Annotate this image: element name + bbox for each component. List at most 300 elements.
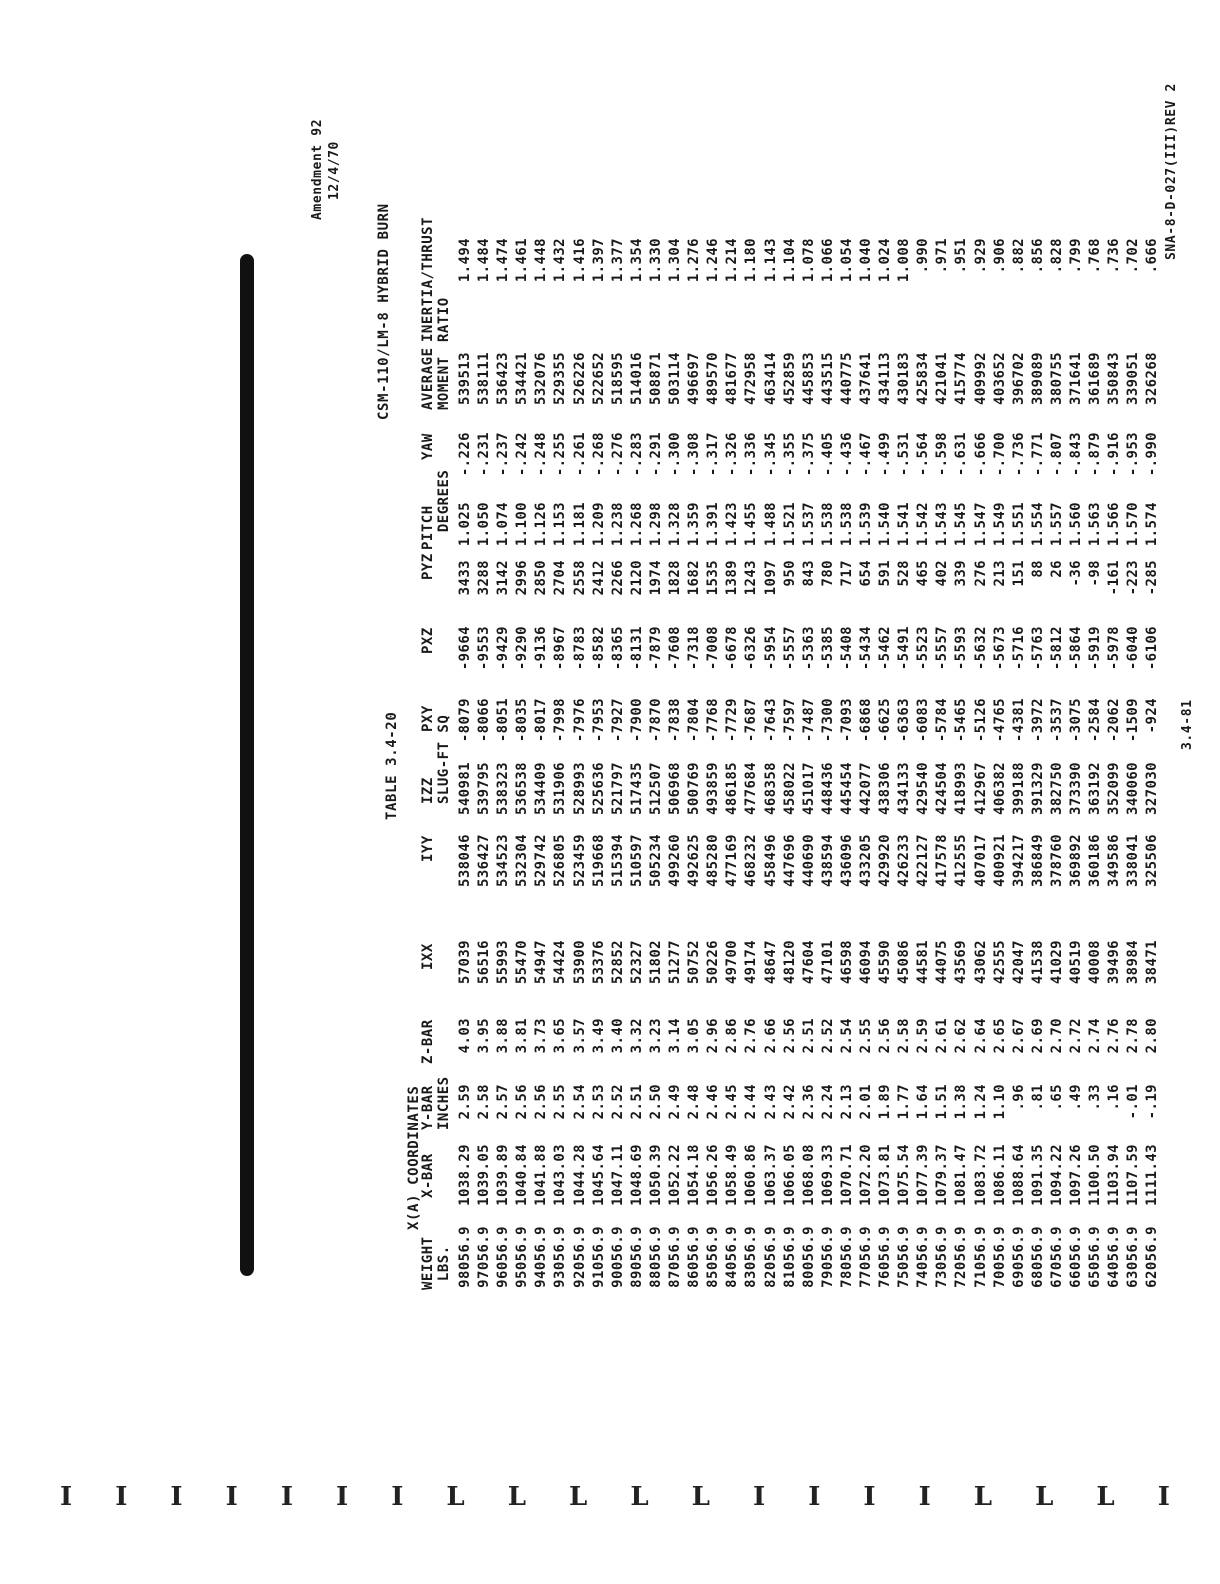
table-cell: 1.104 bbox=[781, 238, 798, 283]
table-cell: .702 bbox=[1125, 238, 1142, 274]
table-cell: 429920 bbox=[877, 834, 894, 887]
table-cell: -.953 bbox=[1125, 432, 1142, 477]
table-cell: 55993 bbox=[495, 940, 512, 985]
table-cell: 86056.9 bbox=[686, 1226, 703, 1288]
table-cell: 96056.9 bbox=[495, 1226, 512, 1288]
table-cell: -.317 bbox=[705, 432, 722, 477]
table-cell: -5673 bbox=[991, 626, 1008, 671]
table-cell: 48647 bbox=[762, 940, 779, 985]
table-cell: -7318 bbox=[686, 626, 703, 671]
col-header-pxy: PXY bbox=[420, 705, 436, 732]
table-cell: 1063.37 bbox=[762, 1144, 779, 1206]
table-cell: -7300 bbox=[819, 698, 836, 743]
table-cell: 1.209 bbox=[590, 502, 607, 547]
table-cell: 1091.35 bbox=[1029, 1144, 1046, 1206]
table-cell: -.19 bbox=[1144, 1084, 1161, 1120]
table-cell: -.261 bbox=[571, 432, 588, 477]
table-cell: 2.51 bbox=[628, 1084, 645, 1120]
table-cell: 447696 bbox=[781, 834, 798, 887]
table-cell: 451017 bbox=[800, 762, 817, 815]
table-cell: 1.050 bbox=[476, 502, 493, 547]
table-cell: -7093 bbox=[838, 698, 855, 743]
table-cell: 1.100 bbox=[514, 502, 531, 547]
table-cell: 2.62 bbox=[953, 1018, 970, 1054]
table-cell: 361689 bbox=[1087, 352, 1104, 405]
table-cell: 1.078 bbox=[800, 238, 817, 283]
table-cell: 486185 bbox=[724, 762, 741, 815]
table-cell: 1.214 bbox=[724, 238, 741, 283]
table-cell: -5557 bbox=[781, 626, 798, 671]
table-cell: 2.42 bbox=[781, 1084, 798, 1120]
col-header-ybar: Y-BAR INCHES bbox=[420, 1076, 452, 1130]
table-cell: -5593 bbox=[953, 626, 970, 671]
table-cell: -.231 bbox=[476, 432, 493, 477]
table-cell: 1.455 bbox=[743, 502, 760, 547]
table-cell: -6678 bbox=[724, 626, 741, 671]
table-cell: 440775 bbox=[838, 352, 855, 405]
table-cell: 41538 bbox=[1029, 940, 1046, 985]
table-cell: 382750 bbox=[1048, 762, 1065, 815]
table-cell: 1.025 bbox=[457, 502, 473, 547]
table-cell: -.916 bbox=[1106, 432, 1123, 477]
table-cell: -.598 bbox=[934, 432, 951, 477]
table-cell: 1039.05 bbox=[476, 1144, 493, 1206]
table-cell: 1.054 bbox=[838, 238, 855, 283]
table-cell: 402 bbox=[934, 560, 951, 587]
table-cell: 1111.43 bbox=[1144, 1144, 1161, 1206]
table-cell: -5434 bbox=[857, 626, 874, 671]
edge-mark: I bbox=[280, 1482, 293, 1512]
edge-mark: L bbox=[1035, 1482, 1054, 1512]
table-cell: 39496 bbox=[1106, 940, 1123, 985]
table-cell: 1.545 bbox=[953, 502, 970, 547]
table-cell: 1.397 bbox=[590, 238, 607, 283]
table-cell: -6868 bbox=[857, 698, 874, 743]
table-cell: 45086 bbox=[896, 940, 913, 985]
table-cell: 1052.22 bbox=[667, 1144, 684, 1206]
table-cell: -.291 bbox=[647, 432, 664, 477]
table-cell: 1.543 bbox=[934, 502, 951, 547]
table-cell: -.736 bbox=[1010, 432, 1027, 477]
table-cell: 2.76 bbox=[743, 1018, 760, 1054]
col-header-inertia-thrust-ratio: INERTIA/THRUST RATIO bbox=[420, 216, 452, 342]
table-cell: 2996 bbox=[514, 560, 531, 596]
table-cell: -9429 bbox=[495, 626, 512, 671]
table-cell: 340060 bbox=[1125, 762, 1142, 815]
table-cell: -5363 bbox=[800, 626, 817, 671]
table-cell: 2.59 bbox=[457, 1084, 473, 1120]
table-cell: 1.488 bbox=[762, 502, 779, 547]
table-cell: -4381 bbox=[1010, 698, 1027, 743]
table-title: TABLE 3.4-20 bbox=[384, 711, 400, 820]
table-cell: 2.49 bbox=[667, 1084, 684, 1120]
table-cell: -7008 bbox=[705, 626, 722, 671]
table-cell: 468232 bbox=[743, 834, 760, 887]
table-cell: 1038.29 bbox=[457, 1144, 473, 1206]
table-cell: -.375 bbox=[800, 432, 817, 477]
table-cell: 1389 bbox=[724, 560, 741, 596]
amendment-label: Amendment 92 bbox=[310, 118, 325, 220]
table-cell: 1.538 bbox=[838, 502, 855, 547]
table-cell: -5385 bbox=[819, 626, 836, 671]
table-cell: 443515 bbox=[819, 352, 836, 405]
edge-mark: L bbox=[691, 1482, 710, 1512]
table-cell: 403652 bbox=[991, 352, 1008, 405]
edge-mark: L bbox=[569, 1482, 588, 1512]
table-cell: 3.81 bbox=[514, 1018, 531, 1054]
table-cell: -2584 bbox=[1087, 698, 1104, 743]
table-cell: 80056.9 bbox=[800, 1226, 817, 1288]
table-cell: 49174 bbox=[743, 940, 760, 985]
table-cell: 2.70 bbox=[1048, 1018, 1065, 1054]
table-cell: 338041 bbox=[1125, 834, 1142, 887]
table-cell: 465 bbox=[915, 560, 932, 587]
table-cell: 2.64 bbox=[972, 1018, 989, 1054]
table-cell: 1072.20 bbox=[857, 1144, 874, 1206]
table-cell: 44581 bbox=[915, 940, 932, 985]
table-cell: 1066.05 bbox=[781, 1144, 798, 1206]
table-cell: 88 bbox=[1029, 560, 1046, 578]
table-cell: 3.73 bbox=[533, 1018, 550, 1054]
table-cell: 40519 bbox=[1068, 940, 1084, 985]
table-cell: 2.52 bbox=[609, 1084, 626, 1120]
table-cell: -7927 bbox=[609, 698, 626, 743]
table-cell: 1.551 bbox=[1010, 502, 1027, 547]
table-cell: 1039.89 bbox=[495, 1144, 512, 1206]
table-cell: 536538 bbox=[514, 762, 531, 815]
table-cell: -.531 bbox=[896, 432, 913, 477]
bottom-edge-marks bbox=[60, 1482, 1170, 1512]
table-cell: 505234 bbox=[647, 834, 664, 887]
table-cell: -.807 bbox=[1048, 432, 1065, 477]
table-cell: 2.36 bbox=[800, 1084, 817, 1120]
table-cell: -7804 bbox=[686, 698, 703, 743]
table-cell: 510597 bbox=[628, 834, 645, 887]
table-cell: 400921 bbox=[991, 834, 1008, 887]
table-cell: 74056.9 bbox=[915, 1226, 932, 1288]
table-cell: 55470 bbox=[514, 940, 531, 985]
table-cell: 515394 bbox=[609, 834, 626, 887]
table-cell: 492625 bbox=[686, 834, 703, 887]
table-cell: -8066 bbox=[476, 698, 493, 743]
table-cell: 92056.9 bbox=[571, 1226, 588, 1288]
table-cell: .736 bbox=[1106, 238, 1123, 274]
table-cell: 1.38 bbox=[953, 1084, 970, 1120]
table-cell: 2.78 bbox=[1125, 1018, 1142, 1054]
table-cell: -6363 bbox=[896, 698, 913, 743]
table-cell: 3288 bbox=[476, 560, 493, 596]
table-cell: 1094.22 bbox=[1048, 1144, 1065, 1206]
table-cell: 52327 bbox=[628, 940, 645, 985]
table-cell: 325506 bbox=[1144, 834, 1161, 887]
table-cell: 523459 bbox=[571, 834, 588, 887]
table-cell: 2.61 bbox=[934, 1018, 951, 1054]
table-cell: 2.55 bbox=[552, 1084, 569, 1120]
table-cell: 53376 bbox=[590, 940, 607, 985]
rotated-page bbox=[310, 50, 1195, 1290]
table-cell: 438306 bbox=[877, 762, 894, 815]
table-cell: .971 bbox=[934, 238, 951, 274]
col-header-pyz: PYZ bbox=[420, 553, 436, 580]
table-cell: -7953 bbox=[590, 698, 607, 743]
table-cell: -.405 bbox=[819, 432, 836, 477]
table-cell: -8967 bbox=[552, 626, 569, 671]
table-cell: -7687 bbox=[743, 698, 760, 743]
table-cell: 67056.9 bbox=[1048, 1226, 1065, 1288]
table-cell: 436096 bbox=[838, 834, 855, 887]
table-cell: 1041.88 bbox=[533, 1144, 550, 1206]
table-cell: .768 bbox=[1087, 238, 1104, 274]
document-id: SNA-8-D-027(III)REV 2 bbox=[1164, 83, 1179, 260]
table-cell: 53900 bbox=[571, 940, 588, 985]
table-cell: -9136 bbox=[533, 626, 550, 671]
table-cell: 38471 bbox=[1144, 940, 1161, 985]
coordinates-title: X(A) COORDINATES bbox=[406, 1085, 422, 1230]
table-cell: 407017 bbox=[972, 834, 989, 887]
table-cell: 717 bbox=[838, 560, 855, 587]
table-cell: 2.67 bbox=[1010, 1018, 1027, 1054]
table-cell: -5919 bbox=[1087, 626, 1104, 671]
table-cell: 1.423 bbox=[724, 502, 741, 547]
table-cell: 2.58 bbox=[476, 1084, 493, 1120]
table-cell: 2.45 bbox=[724, 1084, 741, 1120]
table-cell: 1243 bbox=[743, 560, 760, 596]
table-cell: 46094 bbox=[857, 940, 874, 985]
table-cell: -8035 bbox=[514, 698, 531, 743]
table-cell: 1.560 bbox=[1068, 502, 1084, 547]
col-header-xbar: X-BAR bbox=[420, 1153, 436, 1198]
table-cell: 452859 bbox=[781, 352, 798, 405]
table-cell: 89056.9 bbox=[628, 1226, 645, 1288]
table-cell: 442077 bbox=[857, 762, 874, 815]
table-cell: 54947 bbox=[533, 940, 550, 985]
table-cell: 62056.9 bbox=[1144, 1226, 1161, 1288]
table-cell: -7900 bbox=[628, 698, 645, 743]
page-number: 3.4-81 bbox=[1180, 699, 1195, 750]
table-cell: 2.44 bbox=[743, 1084, 760, 1120]
table-cell: 65056.9 bbox=[1087, 1226, 1104, 1288]
table-cell: 521797 bbox=[609, 762, 626, 815]
table-cell: 26 bbox=[1048, 560, 1065, 578]
table-cell: -5978 bbox=[1106, 626, 1123, 671]
table-cell: -5812 bbox=[1048, 626, 1065, 671]
table-cell: -5491 bbox=[896, 626, 913, 671]
table-cell: 512507 bbox=[647, 762, 664, 815]
table-cell: 1044.28 bbox=[571, 1144, 588, 1206]
table-cell: -.326 bbox=[724, 432, 741, 477]
table-cell: 3.95 bbox=[476, 1018, 493, 1054]
col-zbar bbox=[420, 1018, 1161, 1064]
table-cell: 1060.86 bbox=[743, 1144, 760, 1206]
table-cell: -5716 bbox=[1010, 626, 1027, 671]
table-cell: 1.040 bbox=[857, 238, 874, 283]
table-cell: .666 bbox=[1144, 238, 1161, 274]
table-cell: -8079 bbox=[457, 698, 473, 743]
table-cell: 425834 bbox=[915, 352, 932, 405]
table-cell: 369892 bbox=[1068, 834, 1084, 887]
table-cell: 1058.49 bbox=[724, 1144, 741, 1206]
table-cell: -8365 bbox=[609, 626, 626, 671]
amendment-date: 12/4/70 bbox=[327, 141, 342, 200]
table-cell: 339051 bbox=[1125, 352, 1142, 405]
table-cell: 363192 bbox=[1087, 762, 1104, 815]
table-cell: 2120 bbox=[628, 560, 645, 596]
table-cell: 538046 bbox=[457, 834, 473, 887]
table-cell: 50226 bbox=[705, 940, 722, 985]
table-cell: 2.65 bbox=[991, 1018, 1008, 1054]
table-cell: 2.80 bbox=[1144, 1018, 1161, 1054]
table-cell: 3.14 bbox=[667, 1018, 684, 1054]
table-cell: 2.56 bbox=[533, 1084, 550, 1120]
col-inertia-thrust-ratio bbox=[420, 216, 1161, 342]
table-cell: 2.54 bbox=[571, 1084, 588, 1120]
table-cell: 1.540 bbox=[877, 502, 894, 547]
table-cell: 2.54 bbox=[838, 1018, 855, 1054]
table-cell: .906 bbox=[991, 238, 1008, 274]
table-cell: 2.48 bbox=[686, 1084, 703, 1120]
edge-mark: L bbox=[630, 1482, 649, 1512]
table-cell: -8131 bbox=[628, 626, 645, 671]
table-cell: 2.46 bbox=[705, 1084, 722, 1120]
table-cell: 4.03 bbox=[457, 1018, 473, 1054]
table-cell: 434133 bbox=[896, 762, 913, 815]
table-cell: 422127 bbox=[915, 834, 932, 887]
col-ixx bbox=[420, 940, 1161, 990]
col-average-moment bbox=[420, 347, 1161, 410]
table-cell: -.564 bbox=[915, 432, 932, 477]
table-cell: 81056.9 bbox=[781, 1226, 798, 1288]
table-cell: 1079.37 bbox=[934, 1144, 951, 1206]
table-cell: 1.180 bbox=[743, 238, 760, 283]
table-cell: 481677 bbox=[724, 352, 741, 405]
table-cell: -7729 bbox=[724, 698, 741, 743]
table-cell: -.843 bbox=[1068, 432, 1084, 477]
table-cell: -.700 bbox=[991, 432, 1008, 477]
table-cell: 508871 bbox=[647, 352, 664, 405]
table-cell: -.276 bbox=[609, 432, 626, 477]
table-cell: 1.574 bbox=[1144, 502, 1161, 547]
table-cell: 2.59 bbox=[915, 1018, 932, 1054]
edge-mark: I bbox=[1157, 1482, 1170, 1512]
table-cell: 2.56 bbox=[781, 1018, 798, 1054]
table-cell: 445853 bbox=[800, 352, 817, 405]
table-cell: 1.448 bbox=[533, 238, 550, 283]
table-cell: 1081.47 bbox=[953, 1144, 970, 1206]
table-cell: 1103.94 bbox=[1106, 1144, 1123, 1206]
table-cell: -5784 bbox=[934, 698, 951, 743]
table-cell: 56516 bbox=[476, 940, 493, 985]
table-cell: 43062 bbox=[972, 940, 989, 985]
table-cell: 1.10 bbox=[991, 1084, 1008, 1120]
table-cell: 2.58 bbox=[896, 1018, 913, 1054]
table-cell: 1.566 bbox=[1106, 502, 1123, 547]
table-cell: 1.64 bbox=[915, 1084, 932, 1120]
table-cell: 654 bbox=[857, 560, 874, 587]
table-cell: 47604 bbox=[800, 940, 817, 985]
table-cell: 525636 bbox=[590, 762, 607, 815]
table-cell: 1.537 bbox=[800, 502, 817, 547]
table-cell: -5126 bbox=[972, 698, 989, 743]
table-cell: .951 bbox=[953, 238, 970, 274]
table-cell: 536427 bbox=[476, 834, 493, 887]
col-iyy bbox=[420, 834, 1161, 892]
table-cell: 1.143 bbox=[762, 238, 779, 283]
table-cell: 43569 bbox=[953, 940, 970, 985]
table-cell: 276 bbox=[972, 560, 989, 587]
table-cell: 349586 bbox=[1106, 834, 1123, 887]
table-cell: 85056.9 bbox=[705, 1226, 722, 1288]
edge-mark: I bbox=[391, 1482, 404, 1512]
table-cell: 2.57 bbox=[495, 1084, 512, 1120]
table-cell: 1.89 bbox=[877, 1084, 894, 1120]
table-cell: -.283 bbox=[628, 432, 645, 477]
table-cell: 477169 bbox=[724, 834, 741, 887]
table-cell: 1097 bbox=[762, 560, 779, 596]
table-cell: .882 bbox=[1010, 238, 1027, 274]
table-cell: 1682 bbox=[686, 560, 703, 596]
table-cell: -8017 bbox=[533, 698, 550, 743]
table-cell: 539513 bbox=[457, 352, 473, 405]
table-cell: 506968 bbox=[667, 762, 684, 815]
col-header-pxz: PXZ bbox=[420, 627, 436, 654]
table-cell: -.336 bbox=[743, 432, 760, 477]
table-cell: 2.56 bbox=[514, 1084, 531, 1120]
table-cell: 339 bbox=[953, 560, 970, 587]
table-cell: 47101 bbox=[819, 940, 836, 985]
table-cell: 1.570 bbox=[1125, 502, 1142, 547]
table-cell: 448436 bbox=[819, 762, 836, 815]
table-cell: -7998 bbox=[552, 698, 569, 743]
table-cell: 591 bbox=[877, 560, 894, 587]
table-cell: 44075 bbox=[934, 940, 951, 985]
table-cell: -.355 bbox=[781, 432, 798, 477]
table-cell: 1.328 bbox=[667, 502, 684, 547]
table-cell: 1056.26 bbox=[705, 1144, 722, 1206]
edge-mark: L bbox=[507, 1482, 527, 1512]
table-cell: -7487 bbox=[800, 698, 817, 743]
table-cell: 1828 bbox=[667, 560, 684, 596]
table-cell: 1.074 bbox=[495, 502, 512, 547]
col-yaw bbox=[420, 432, 1161, 490]
edge-mark: I bbox=[115, 1482, 128, 1512]
table-cell: 326268 bbox=[1144, 352, 1161, 405]
table-cell: 499260 bbox=[667, 834, 684, 887]
table-cell: -7597 bbox=[781, 698, 798, 743]
table-cell: 1.024 bbox=[877, 238, 894, 283]
table-cell: 1.547 bbox=[972, 502, 989, 547]
table-cell: 1.549 bbox=[991, 502, 1008, 547]
table-cell: -5408 bbox=[838, 626, 855, 671]
table-cell: 49700 bbox=[724, 940, 741, 985]
table-cell: 38984 bbox=[1125, 940, 1142, 985]
table-cell: 2.55 bbox=[857, 1018, 874, 1054]
table-cell: 463414 bbox=[762, 352, 779, 405]
table-cell: 1070.71 bbox=[838, 1144, 855, 1206]
table-cell: -98 bbox=[1087, 560, 1104, 587]
table-cell: -.499 bbox=[877, 432, 894, 477]
table-cell: -5465 bbox=[953, 698, 970, 743]
col-header-izz: IZZ SLUG-FT SQ bbox=[420, 714, 452, 804]
table-cell: 64056.9 bbox=[1106, 1226, 1123, 1288]
table-cell: 531906 bbox=[552, 762, 569, 815]
table-cell: -.242 bbox=[514, 432, 531, 477]
table-cell: 396702 bbox=[1010, 352, 1027, 405]
table-cell: 2.43 bbox=[762, 1084, 779, 1120]
table-cell: -.248 bbox=[533, 432, 550, 477]
table-cell: .828 bbox=[1048, 238, 1065, 274]
table-cell: 78056.9 bbox=[838, 1226, 855, 1288]
table-cell: 950 bbox=[781, 560, 798, 587]
